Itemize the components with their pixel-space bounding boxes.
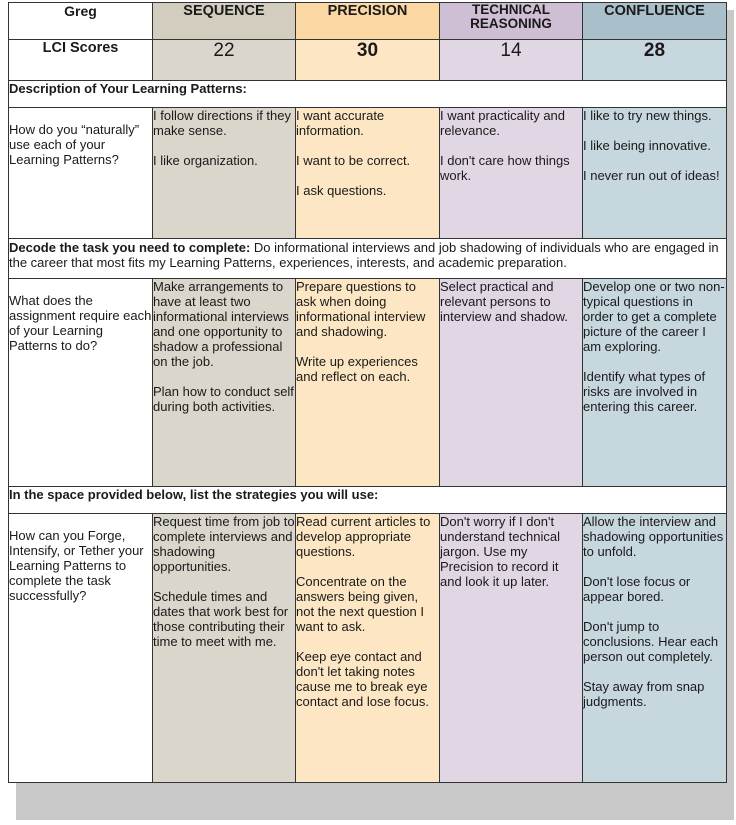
confluence-cell	[583, 279, 727, 487]
section-heading	[9, 239, 727, 279]
cell-text: I want to be correct.	[296, 153, 411, 168]
cell-text: Identify what types of risks are involved in entering this career.	[583, 369, 706, 414]
column-header-sequence: SEQUENCE	[153, 3, 296, 40]
technical-reasoning-line2: REASONING	[470, 16, 552, 31]
sequence-cell	[153, 108, 296, 239]
section-heading-text: In the space provided below, list the strategies you will use:	[9, 487, 379, 502]
patterns-row	[9, 108, 727, 239]
precision-cell	[296, 108, 440, 239]
cell-text: Allow the interview and shadowing opportunities to unfold.	[583, 514, 724, 559]
cell-text: I like organization.	[153, 153, 258, 168]
section-heading	[9, 81, 727, 108]
cell-text: I like being innovative.	[583, 138, 711, 153]
task-row	[9, 279, 727, 487]
cell-text: I want accurate information.	[296, 108, 385, 138]
cell-text: Don't worry if I don't understand technical jargon. Use my Precision to record it and look it up later.	[440, 514, 560, 589]
cell-text: Read current articles to develop appropriate questions.	[296, 514, 431, 559]
cell-text: I follow directions if they make sense.	[153, 108, 292, 138]
section-heading-text: Description of Your Learning Patterns:	[9, 81, 247, 96]
cell-text: I like to try new things.	[583, 108, 712, 123]
section-heading-text: Do informational interviews and job shadowing of individuals who are engaged in the career that most fits my Learning Patterns, experiences, interests, and academic preparation.	[9, 240, 719, 270]
cell-text: Concentrate on the answers being given, not the next question I want to ask.	[296, 574, 424, 634]
precision-cell	[296, 279, 440, 487]
confluence-cell	[583, 514, 727, 783]
column-header-confluence: CONFLUENCE	[583, 3, 727, 40]
score-technical-reasoning: 14	[440, 40, 583, 81]
cell-text: Keep eye contact and don't let taking notes cause me to break eye contact and lose focus.	[296, 649, 429, 709]
confluence-cell	[583, 108, 727, 239]
score-precision: 30	[296, 40, 440, 81]
cell-text: I ask questions.	[296, 183, 387, 198]
cell-text: Stay away from snap judgments.	[583, 679, 705, 709]
cell-text: Plan how to conduct self during both activities.	[153, 384, 294, 414]
sequence-cell	[153, 514, 296, 783]
technical-reasoning-cell	[440, 514, 583, 783]
cell-text: Schedule times and dates that work best for those contributing their time to meet with me.	[153, 589, 289, 649]
technical-reasoning-cell	[440, 108, 583, 239]
cell-text: Make arrangements to have at least two informational interviews and one opportunity to shadow a professional on the job.	[153, 279, 289, 369]
lci-scores-label: LCI Scores	[9, 40, 153, 81]
cell-text: Don't lose focus or appear bored.	[583, 574, 691, 604]
section-heading-row	[9, 239, 727, 279]
sequence-cell	[153, 279, 296, 487]
cell-text: I want practicality and relevance.	[440, 108, 566, 138]
score-sequence: 22	[153, 40, 296, 81]
section-heading-row	[9, 487, 727, 514]
cell-text: I never run out of ideas!	[583, 168, 720, 183]
cell-text: Select practical and relevant persons to interview and shadow.	[440, 279, 568, 324]
column-header-technical-reasoning	[440, 3, 583, 40]
section-heading-row	[9, 81, 727, 108]
student-name: Greg	[9, 3, 153, 40]
row-question: How can you Forge, Intensify, or Tether your Learning Patterns to complete the task successfully?	[9, 514, 153, 783]
strategies-row	[9, 514, 727, 783]
score-confluence: 28	[583, 40, 727, 81]
scores-row	[9, 40, 727, 81]
row-question: How do you “naturally” use each of your Learning Patterns?	[9, 108, 153, 239]
cell-text: Prepare questions to ask when doing informational interview and shadowing.	[296, 279, 426, 339]
cell-text: Request time from job to complete interviews and shadowing opportunities.	[153, 514, 295, 574]
cell-text: Develop one or two non-typical questions in order to get a complete picture of the career I am exploring.	[583, 279, 725, 354]
header-row	[9, 3, 727, 40]
technical-reasoning-cell	[440, 279, 583, 487]
section-heading	[9, 487, 727, 514]
cell-text: Write up experiences and reflect on each.	[296, 354, 418, 384]
row-question: What does the assignment require each of your Learning Patterns to do?	[9, 279, 153, 487]
learning-patterns-table	[8, 2, 727, 783]
section-heading-bold: Decode the task you need to complete:	[9, 240, 251, 255]
column-header-precision: PRECISION	[296, 3, 440, 40]
cell-text: I don't care how things work.	[440, 153, 570, 183]
precision-cell	[296, 514, 440, 783]
technical-reasoning-line1: TECHNICAL	[472, 2, 550, 17]
cell-text: Don't jump to conclusions. Hear each person out completely.	[583, 619, 719, 664]
